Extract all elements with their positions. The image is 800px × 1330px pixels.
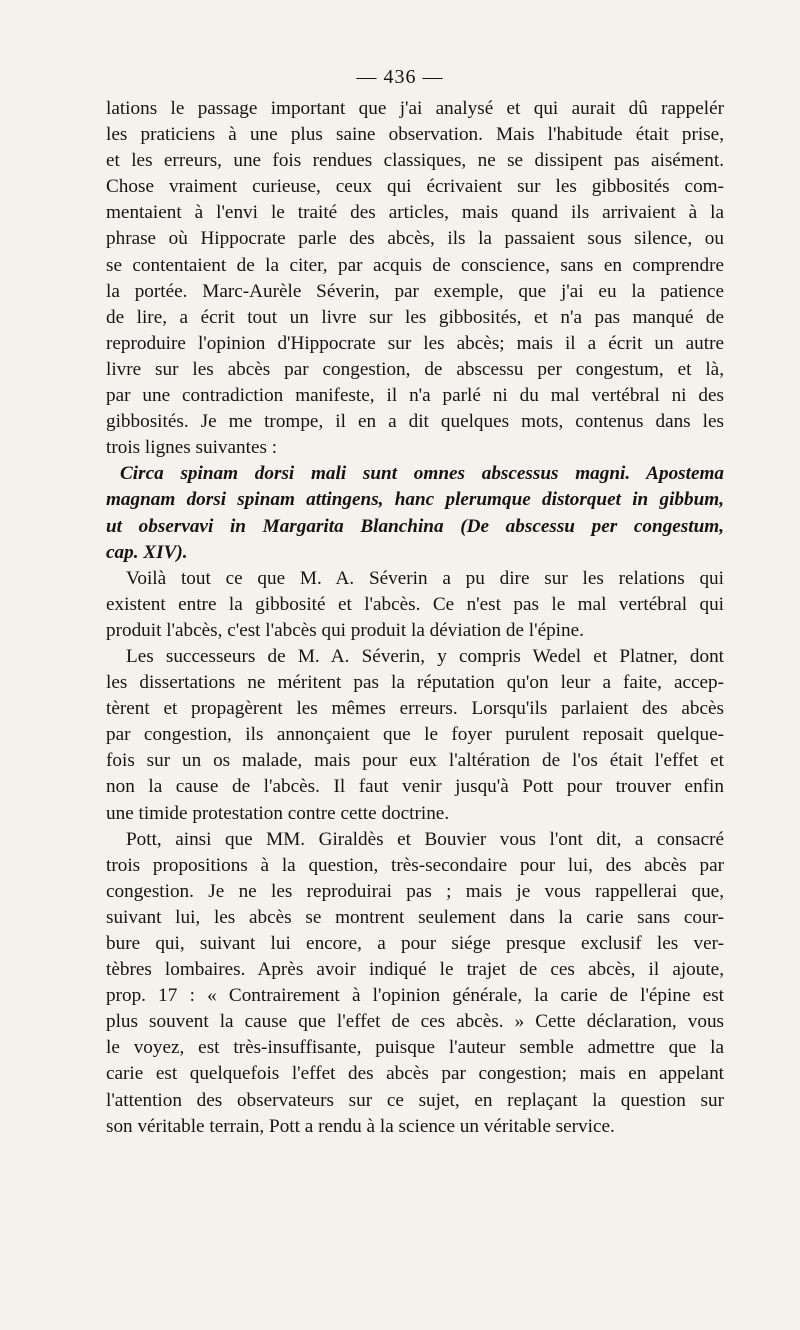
text-line: reproduire l'opinion d'Hippocrate sur les abcès; mais il a écrit un autre — [106, 332, 724, 354]
text-line: une timide protestation contre cette doctrine. — [106, 802, 450, 824]
text-line: trois propositions à la question, très-secondaire pour lui, des abcès par — [106, 854, 724, 876]
text-line: prop. 17 : « Contrairement à l'opinion générale, la carie de l'épine est — [106, 985, 724, 1007]
text-line: fois sur un os malade, mais pour eux l'altération de l'os était l'effet et — [106, 750, 724, 772]
text-line: bure qui, suivant lui encore, a pour siége presque exclusif les ver- — [106, 933, 724, 954]
text-line: congestion. Je ne les reproduirai pas ; mais je vous rappellerai que, — [106, 880, 724, 902]
paragraph-5 — [106, 827, 724, 1140]
text-line: gibbosités. Je me trompe, il en a dit quelques mots, contenus dans les — [106, 411, 724, 433]
text-line: et les erreurs, une fois rendues classiques, ne se dissipent pas aisément. — [106, 150, 724, 172]
paragraph-3 — [106, 566, 724, 644]
text-line: lations le passage important que j'ai analysé et qui aurait dû rappelér — [106, 98, 724, 119]
quote-line: cap. XIV). — [106, 541, 188, 563]
text-line: Les successeurs de M. A. Séverin, y compris Wedel et Platner, dont — [126, 645, 724, 667]
text-line: plus souvent la cause que l'effet de ces abcès. » Cette déclaration, vous — [106, 1011, 724, 1033]
text-line: non la cause de l'abcès. Il faut venir jusqu'à Pott pour trouver enfin — [106, 776, 724, 798]
text-line: Pott, ainsi que MM. Giraldès et Bouvier vous l'ont dit, a consacré — [126, 828, 724, 850]
text-line: par congestion, ils annonçaient que le foyer purulent reposait quelque- — [106, 724, 724, 746]
text-line: se contentaient de la citer, par acquis de conscience, sans en comprendre — [106, 254, 724, 276]
text-line: Chose vraiment curieuse, ceux qui écrivaient sur les gibbosités com- — [106, 176, 724, 198]
quote-line: Circa spinam dorsi mali sunt omnes abscessus magni. Apostema — [120, 463, 724, 485]
text-line: suivant lui, les abcès se montrent seulement dans la carie sans cour- — [106, 906, 724, 928]
text-line: trois lignes suivantes : — [106, 437, 278, 459]
paragraph-4 — [106, 644, 724, 827]
text-line: tèrent et propagèrent les mêmes erreurs. Lorsqu'ils parlaient des abcès — [106, 698, 724, 720]
text-line: le voyez, est très-insuffisante, puisque l'auteur semble admettre que la — [106, 1037, 724, 1059]
text-line: livre sur les abcès par congestion, de abscessu per congestum, et là, — [106, 358, 724, 380]
text-line: existent entre la gibbosité et l'abcès. Ce n'est pas le mal vertébral qui — [106, 593, 724, 615]
text-line: mentaient à l'envi le traité des articles, mais quand ils arrivaient à la — [106, 202, 724, 224]
text-line: tèbres lombaires. Après avoir indiqué le trajet de ces abcès, il ajoute, — [106, 959, 724, 981]
text-line: les praticiens à une plus saine observation. Mais l'habitude était prise, — [106, 124, 724, 146]
text-line: carie est quelquefois l'effet des abcès par congestion; mais en appelant — [106, 1063, 724, 1085]
latin-quote — [106, 461, 724, 565]
paragraph-1 — [106, 96, 724, 461]
text-line: la portée. Marc-Aurèle Séverin, par exemple, que j'ai eu la patience — [106, 280, 724, 302]
quote-line: magnam dorsi spinam attingens, hanc plerumque distorquet in gibbum, — [106, 489, 724, 511]
text-line: l'attention des observateurs sur ce sujet, en replaçant la question sur — [106, 1089, 724, 1111]
text-line: de lire, a écrit tout un livre sur les gibbosités, et n'a pas manqué de — [106, 306, 724, 328]
text-line: produit l'abcès, c'est l'abcès qui produit la déviation de l'épine. — [106, 619, 584, 641]
text-line: Voilà tout ce que M. A. Séverin a pu dire sur les relations qui — [126, 567, 724, 589]
text-line: son véritable terrain, Pott a rendu à la science un véritable service. — [106, 1115, 615, 1137]
quote-line: ut observavi in Margarita Blanchina (De abscessu per congestum, — [106, 515, 724, 537]
text-line: par une contradiction manifeste, il n'a parlé ni du mal vertébral ni des — [106, 385, 724, 407]
text-line: les dissertations ne méritent pas la réputation qu'on leur a faite, accep- — [106, 672, 724, 694]
page-number: — 436 — — [356, 66, 444, 88]
body-text — [106, 96, 724, 1140]
text-line: phrase où Hippocrate parle des abcès, ils la passaient sous silence, ou — [106, 228, 724, 250]
